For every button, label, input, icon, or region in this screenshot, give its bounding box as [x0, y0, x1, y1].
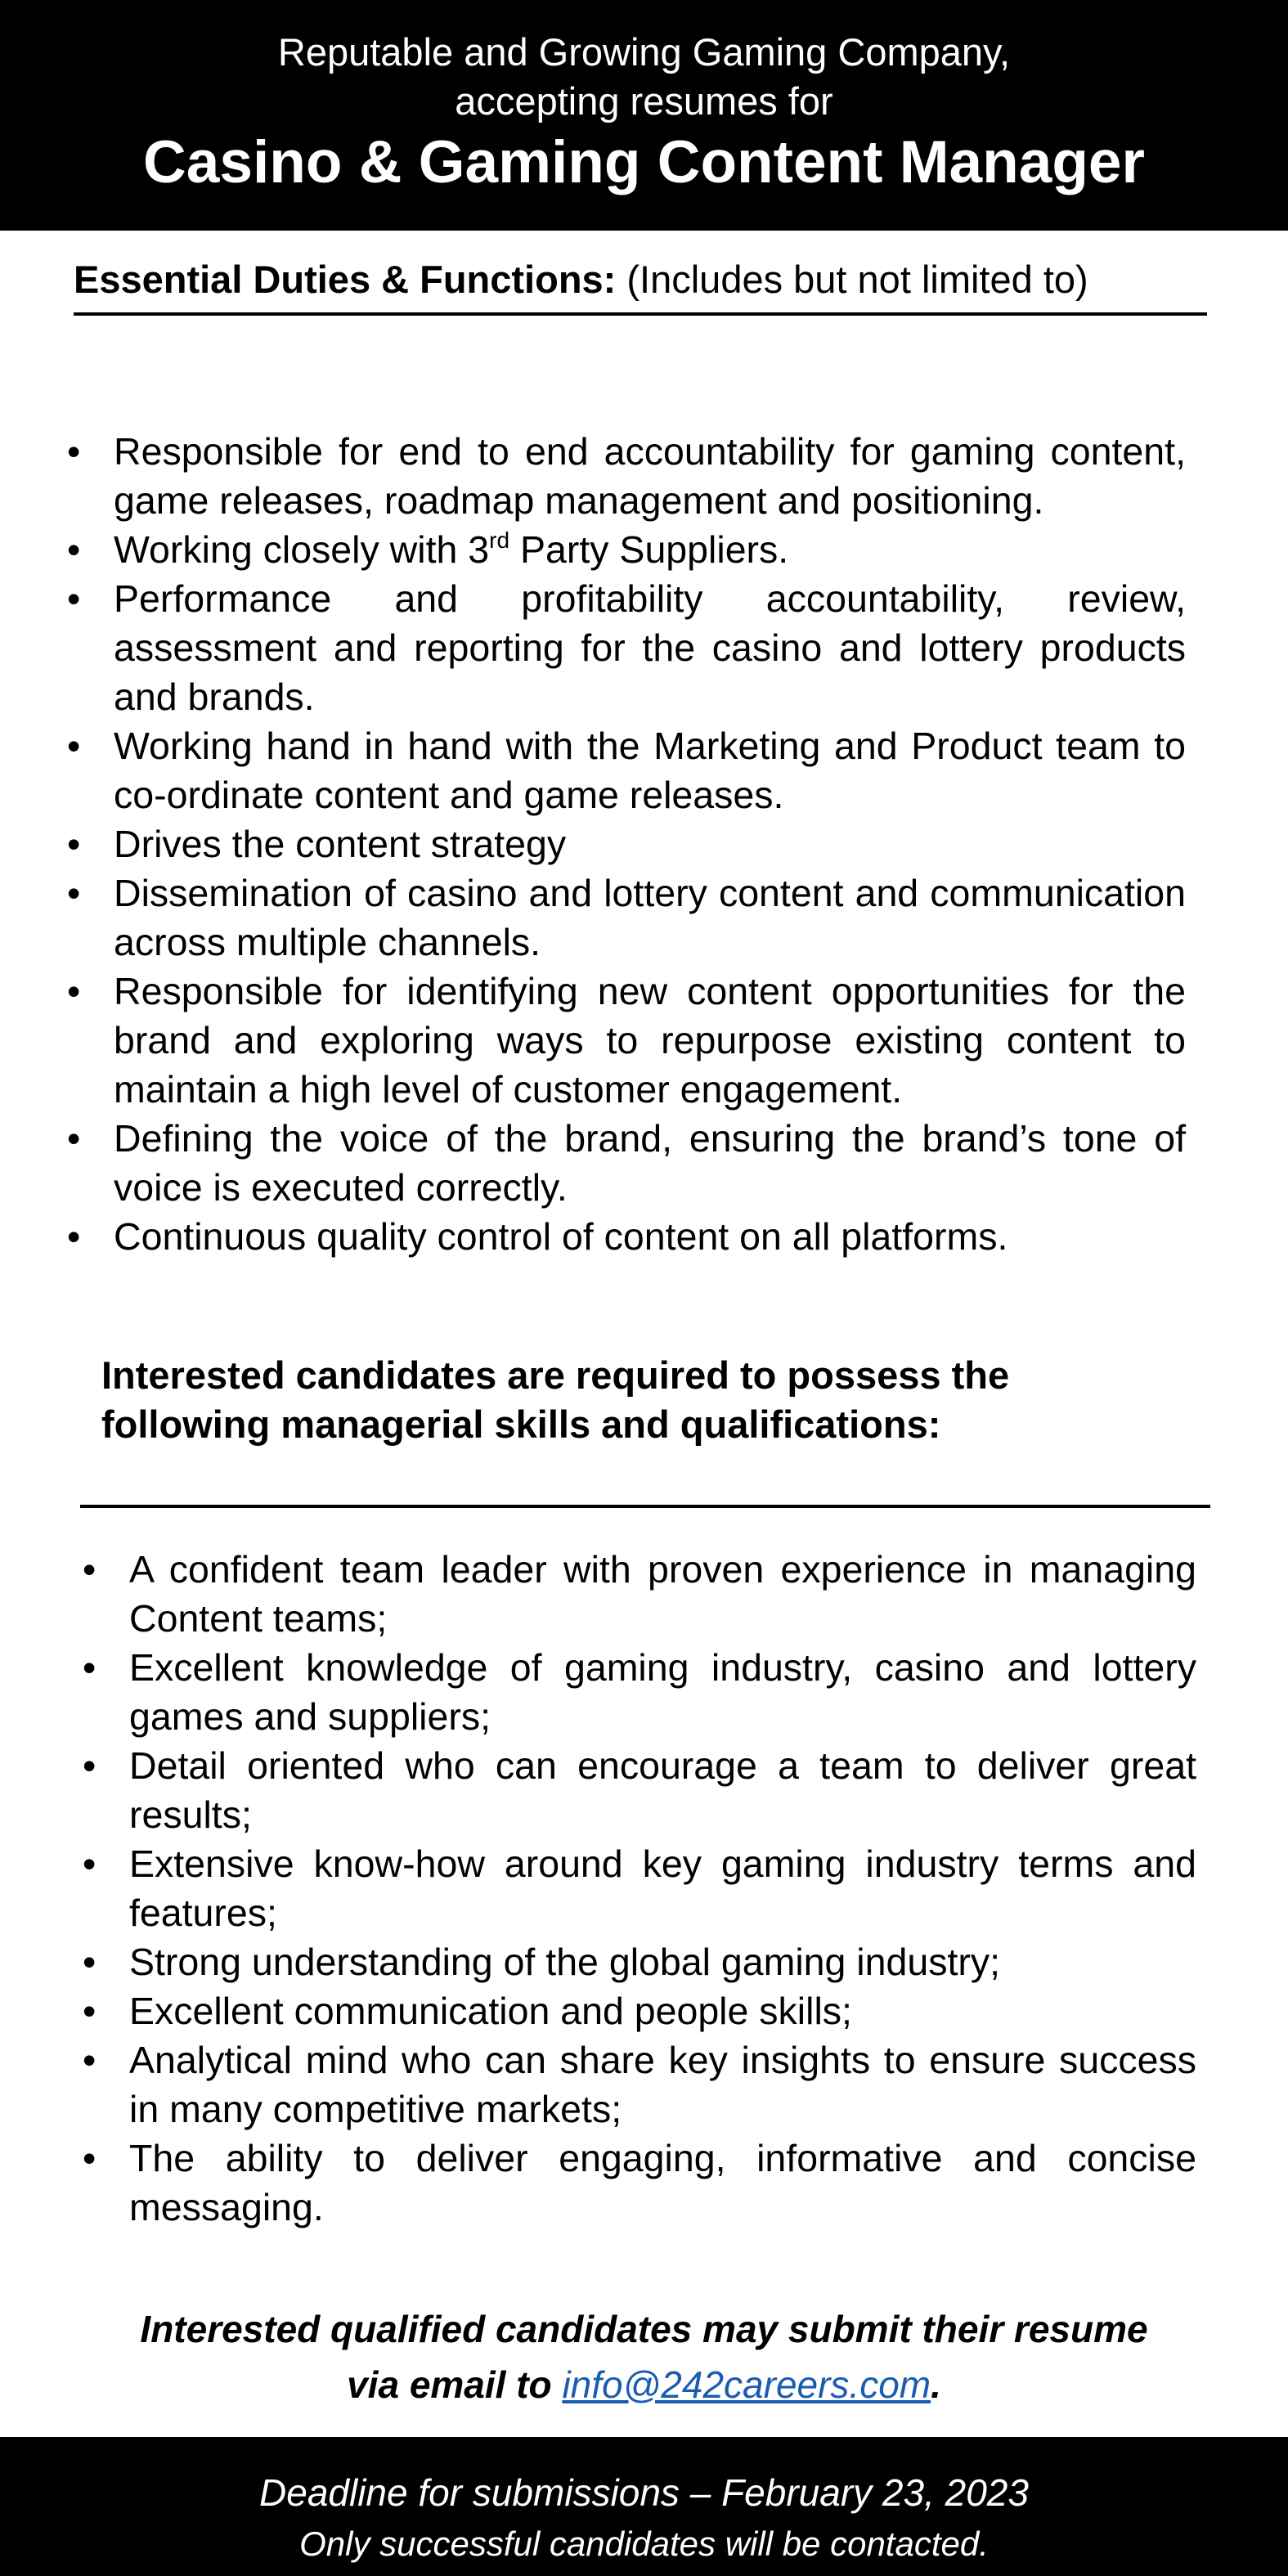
bullet-icon: • [67, 1215, 81, 1258]
header-subtitle-line1: Reputable and Growing Gaming Company, [277, 30, 1011, 74]
skill-item [83, 2035, 1196, 2134]
duty-item [67, 967, 1186, 1114]
duty-item-text: Responsible for end to end accountability for gaming content, game releases, roadmap management and positioning. [114, 430, 1186, 522]
skill-item-text: Detail oriented who can encourage a team to deliver great results; [129, 1744, 1196, 1836]
duty-item [67, 1114, 1186, 1212]
submission-line2 [0, 2357, 1288, 2412]
skills-list [83, 1545, 1196, 2232]
header-banner [0, 0, 1288, 231]
skill-item [83, 1545, 1196, 1643]
skill-item [83, 1986, 1196, 2035]
contact-note: Only successful candidates will be contacted. [299, 2524, 989, 2563]
submission-instructions [0, 2301, 1288, 2412]
bullet-icon: • [67, 872, 81, 914]
header-subtitle-line2: accepting resumes for [455, 79, 833, 123]
bullet-icon: • [83, 1744, 96, 1787]
bullet-icon: • [83, 1548, 96, 1591]
duty-item-text: Dissemination of casino and lottery content and communication across multiple channels. [114, 872, 1186, 963]
duty-item [67, 525, 1186, 574]
skill-item [83, 2134, 1196, 2232]
duty-item-text-start: Working closely with 3 [114, 528, 490, 571]
duty-item-text: Working hand in hand with the Marketing and Product team to co-ordinate content and game releases. [114, 725, 1186, 816]
duty-item-text: Performance and profitability accountability, review, assessment and reporting for the casino and lottery products and brands. [114, 577, 1186, 718]
bullet-icon: • [67, 725, 81, 767]
skills-divider [80, 1505, 1210, 1508]
skill-item-text: Excellent communication and people skills; [129, 1990, 852, 2032]
bullet-icon: • [67, 577, 81, 620]
duties-heading [74, 255, 1088, 304]
footer-banner [0, 2437, 1288, 2576]
skill-item [83, 1839, 1196, 1937]
duty-item [67, 819, 1186, 868]
duties-divider [74, 312, 1207, 316]
bullet-icon: • [83, 1990, 96, 2032]
bullet-icon: • [67, 528, 81, 571]
submission-suffix: . [931, 2363, 941, 2406]
bullet-icon: • [83, 2137, 96, 2179]
deadline-text: Deadline for submissions – February 23, 2023 [259, 2471, 1029, 2514]
duties-list [67, 427, 1186, 1261]
bullet-icon: • [67, 970, 81, 1012]
skill-item-text: A confident team leader with proven experience in managing Content teams; [129, 1548, 1196, 1640]
duty-item-text: Continuous quality control of content on all platforms. [114, 1215, 1008, 1258]
email-link[interactable]: info@242careers.com [562, 2363, 931, 2406]
bullet-icon: • [83, 1842, 96, 1885]
bullet-icon: • [67, 430, 81, 473]
bullet-icon: • [83, 2039, 96, 2081]
ordinal-suffix: rd [489, 527, 510, 553]
skill-item-text: Analytical mind who can share key insights to ensure success in many competitive markets; [129, 2039, 1196, 2130]
duty-item-text: Drives the content strategy [114, 823, 567, 865]
skill-item-text: Excellent knowledge of gaming industry, casino and lottery games and suppliers; [129, 1646, 1196, 1738]
job-title: Casino & Gaming Content Manager [143, 129, 1145, 195]
duty-item [67, 868, 1186, 967]
bullet-icon: • [67, 823, 81, 865]
duty-item [67, 1212, 1186, 1261]
duty-item-text: Responsible for identifying new content opportunities for the brand and exploring ways to repurpose existing content to maintain a high level of customer engagement. [114, 970, 1186, 1111]
skills-heading: Interested candidates are required to possess the following managerial skills and qualifications: [101, 1353, 1010, 1446]
skill-item-text: Strong understanding of the global gaming industry; [129, 1941, 1001, 1983]
skill-item-text: The ability to deliver engaging, informative and concise messaging. [129, 2137, 1196, 2228]
submission-line1: Interested qualified candidates may submit their resume [140, 2308, 1148, 2350]
duty-item [67, 574, 1186, 721]
submission-prefix: via email to [347, 2363, 563, 2406]
skill-item-text: Extensive know-how around key gaming industry terms and features; [129, 1842, 1196, 1934]
skill-item [83, 1643, 1196, 1741]
duties-heading-bold: Essential Duties & Functions: [74, 258, 617, 301]
skill-item [83, 1937, 1196, 1986]
bullet-icon: • [83, 1941, 96, 1983]
duty-item [67, 721, 1186, 819]
duty-item-text-end: Party Suppliers. [509, 528, 789, 571]
duties-heading-note: (Includes but not limited to) [616, 258, 1088, 301]
bullet-icon: • [83, 1646, 96, 1689]
duty-item [67, 427, 1186, 525]
bullet-icon: • [67, 1117, 81, 1160]
skill-item [83, 1741, 1196, 1839]
duty-item-text: Defining the voice of the brand, ensuring the brand’s tone of voice is executed correctly. [114, 1117, 1186, 1209]
duty-item-text [114, 528, 788, 571]
